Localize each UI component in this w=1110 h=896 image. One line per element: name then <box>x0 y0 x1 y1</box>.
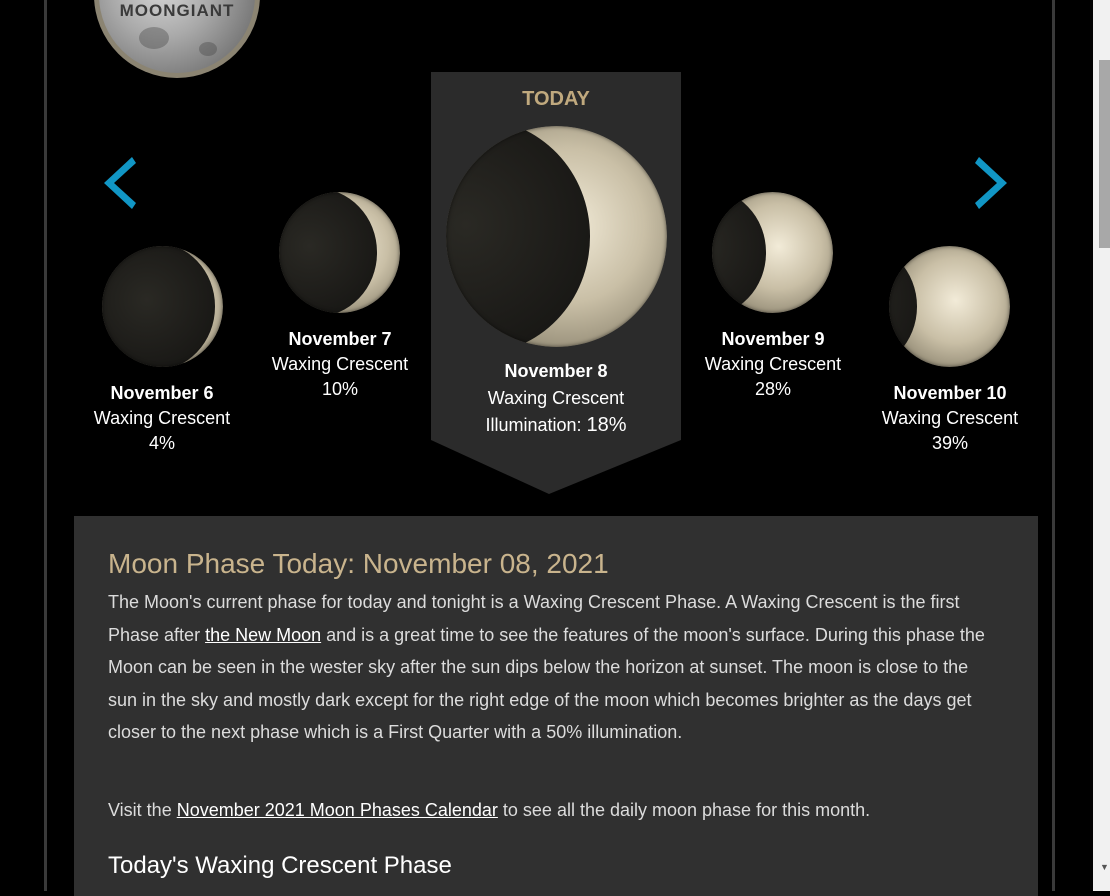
day-date: November 8 <box>504 361 608 381</box>
section-subtitle: Today's Waxing Crescent Phase <box>108 852 452 879</box>
moon-nov-6-icon[interactable] <box>102 246 223 367</box>
today-label: TODAY <box>522 88 590 110</box>
moon-nov-9-icon[interactable] <box>712 192 833 313</box>
day-phase: Waxing Crescent <box>93 408 231 428</box>
day-illumination: 28% <box>754 379 792 399</box>
logo-moon-icon <box>99 0 255 73</box>
new-moon-link[interactable]: the New Moon <box>205 624 322 645</box>
day-illumination: 10% <box>321 379 359 399</box>
page-scrollbar[interactable] <box>1093 0 1110 891</box>
page-frame-left <box>44 0 47 891</box>
day-phase: Waxing Crescent <box>271 354 409 374</box>
scrollbar-thumb[interactable] <box>1099 60 1110 248</box>
day-card-nov-8 <box>456 358 656 439</box>
calendar-link[interactable]: November 2021 Moon Phases Calendar <box>176 800 498 820</box>
article-panel <box>74 516 1038 896</box>
day-phase: Waxing Crescent <box>881 408 1019 428</box>
paragraph-text: The Moon's current phase for today and tonight is a Waxing Crescent Phase. A Waxing Crescent is the first Phase after <box>108 592 960 645</box>
moon-nov-8-icon <box>446 126 667 347</box>
day-illumination: 18% <box>586 414 627 436</box>
day-card-nov-10[interactable] <box>870 381 1030 456</box>
day-phase: Waxing Crescent <box>704 354 842 374</box>
day-date: November 9 <box>721 329 825 349</box>
article-title: Moon Phase Today: November 08, 2021 <box>108 548 609 579</box>
scroll-down-icon[interactable]: ▼ <box>1100 862 1109 872</box>
next-day-button[interactable] <box>973 153 1013 213</box>
day-card-nov-9[interactable] <box>693 327 853 402</box>
chevron-left-icon <box>98 153 138 213</box>
chevron-right-icon <box>973 153 1013 213</box>
day-date: November 10 <box>893 383 1007 403</box>
visit-text: to see all the daily moon phase for this month. <box>497 800 871 820</box>
moongiant-logo[interactable] <box>94 0 260 78</box>
day-card-nov-6[interactable] <box>82 381 242 456</box>
visit-text: Visit the <box>108 800 177 820</box>
prev-day-button[interactable] <box>98 153 138 213</box>
page-frame-right <box>1052 0 1055 891</box>
logo-text: MOONGIANT <box>119 1 235 20</box>
visit-line <box>108 796 870 824</box>
day-illumination: 39% <box>931 433 969 453</box>
day-illumination: 4% <box>148 433 175 453</box>
day-date: November 6 <box>110 383 214 403</box>
moon-nov-7-icon[interactable] <box>279 192 400 313</box>
day-card-nov-7[interactable] <box>260 327 420 402</box>
paragraph-text: and is a great time to see the features of the moon's surface. During this phase the Moon can be seen in the wester sky after the sun dips below the horizon at sunset. The moon is close to the sun in the sky and mostly dark except for the right edge of the moon which becomes brighter as the days get closer to the next phase which is a First Quarter with a 50% illumination. <box>108 624 985 742</box>
day-date: November 7 <box>288 329 392 349</box>
moon-nov-10-icon[interactable] <box>889 246 1010 367</box>
article-paragraph <box>108 586 988 749</box>
day-phase: Waxing Crescent <box>487 388 625 408</box>
illumination-label: Illumination: <box>485 415 587 435</box>
